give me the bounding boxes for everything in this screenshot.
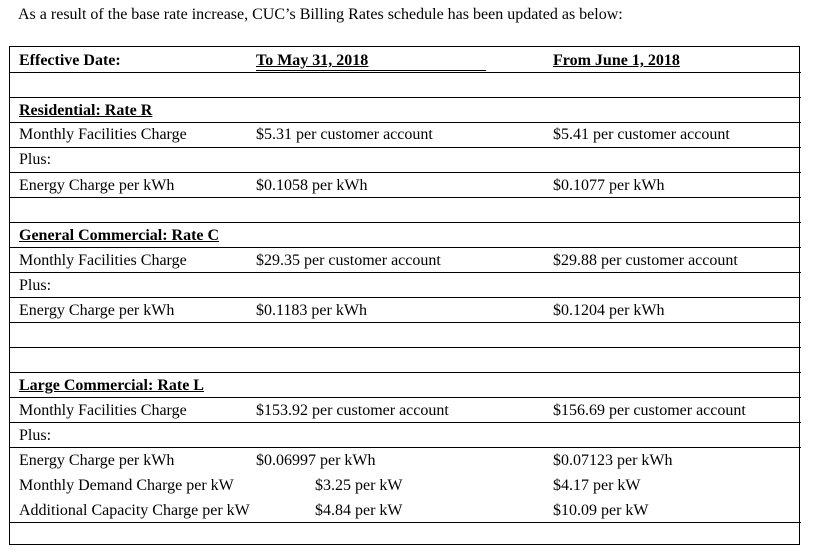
row-divider bbox=[9, 122, 801, 123]
row-divider bbox=[9, 147, 801, 148]
row-divider bbox=[9, 447, 801, 448]
row-divider bbox=[9, 222, 801, 223]
residential-energy-label: Energy Charge per kWh bbox=[19, 177, 175, 194]
large-facilities-new: $156.69 per customer account bbox=[553, 402, 746, 419]
large-energy-label: Energy Charge per kWh bbox=[19, 452, 175, 469]
row-divider bbox=[9, 272, 801, 273]
large-demand-old: $3.25 per kW bbox=[315, 477, 403, 494]
row-divider bbox=[9, 322, 801, 323]
residential-facilities-new: $5.41 per customer account bbox=[553, 126, 730, 143]
residential-facilities-old: $5.31 per customer account bbox=[256, 126, 433, 143]
from-date-header: From June 1, 2018 bbox=[553, 52, 680, 69]
row-divider bbox=[9, 72, 801, 73]
row-divider bbox=[9, 297, 801, 298]
effective-date-label: Effective Date: bbox=[19, 52, 121, 69]
residential-energy-new: $0.1077 per kWh bbox=[553, 177, 665, 194]
general-title: General Commercial: Rate C bbox=[19, 227, 220, 244]
large-capacity-label: Additional Capacity Charge per kW bbox=[19, 502, 250, 519]
general-facilities-label: Monthly Facilities Charge bbox=[19, 252, 187, 269]
row-divider bbox=[9, 372, 801, 373]
large-capacity-old: $4.84 per kW bbox=[315, 502, 403, 519]
row-divider bbox=[9, 347, 801, 348]
rates-table bbox=[9, 46, 800, 545]
large-facilities-label: Monthly Facilities Charge bbox=[19, 402, 187, 419]
large-title: Large Commercial: Rate L bbox=[19, 377, 204, 394]
row-divider bbox=[9, 97, 801, 98]
general-energy-new: $0.1204 per kWh bbox=[553, 302, 665, 319]
large-demand-label: Monthly Demand Charge per kW bbox=[19, 477, 234, 494]
large-demand-new: $4.17 per kW bbox=[553, 477, 641, 494]
large-capacity-new: $10.09 per kW bbox=[553, 502, 649, 519]
row-divider bbox=[9, 247, 801, 248]
residential-energy-old: $0.1058 per kWh bbox=[256, 177, 368, 194]
intro-text: As a result of the base rate increase, CUC’s Billing Rates schedule has been updated as below: bbox=[18, 6, 623, 23]
residential-plus: Plus: bbox=[19, 151, 52, 168]
row-divider bbox=[9, 422, 801, 423]
residential-facilities-label: Monthly Facilities Charge bbox=[19, 126, 187, 143]
large-facilities-old: $153.92 per customer account bbox=[256, 402, 449, 419]
general-plus: Plus: bbox=[19, 277, 52, 294]
general-facilities-old: $29.35 per customer account bbox=[256, 252, 441, 269]
large-plus: Plus: bbox=[19, 427, 52, 444]
general-energy-old: $0.1183 per kWh bbox=[256, 302, 367, 319]
general-energy-label: Energy Charge per kWh bbox=[19, 302, 175, 319]
general-facilities-new: $29.88 per customer account bbox=[553, 252, 738, 269]
large-energy-new: $0.07123 per kWh bbox=[553, 452, 673, 469]
row-divider bbox=[9, 397, 801, 398]
row-divider bbox=[9, 522, 801, 523]
residential-title: Residential: Rate R bbox=[19, 102, 153, 119]
row-divider bbox=[9, 172, 801, 173]
row-divider bbox=[9, 197, 801, 198]
to-date-header: To May 31, 2018 bbox=[256, 52, 486, 71]
large-energy-old: $0.06997 per kWh bbox=[256, 452, 376, 469]
